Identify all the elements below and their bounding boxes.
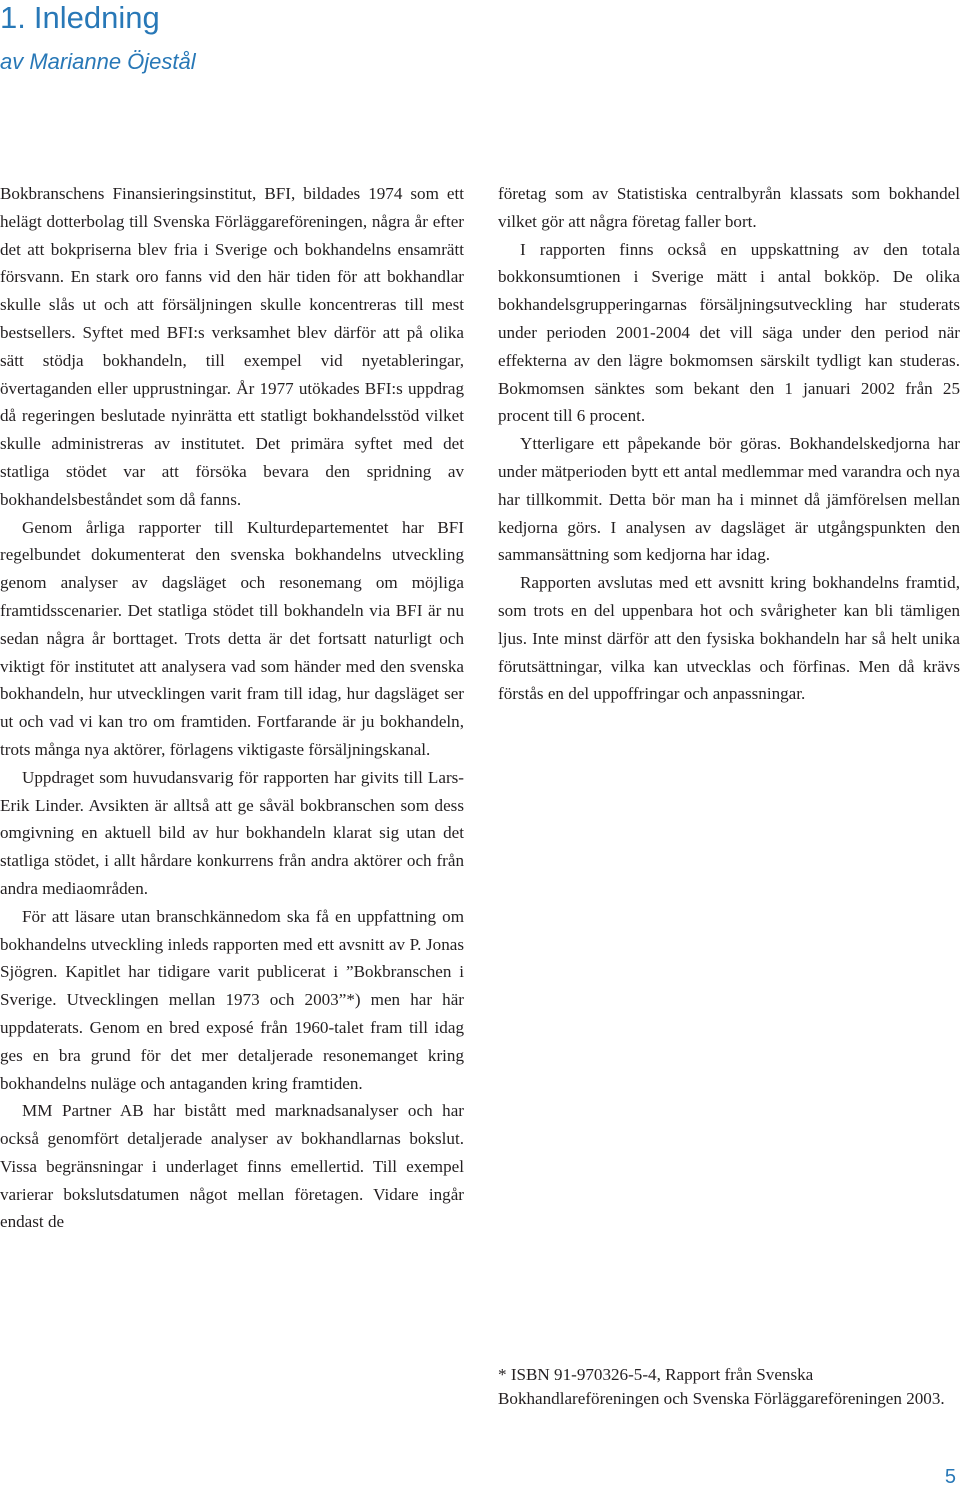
paragraph: Rapporten avslutas med ett avsnitt kring bokhandelns framtid, som trots en del uppenbara hot och svårigheter kan bli tämligen ljus. Inte minst därför att den fysiska bokhandeln har så helt unika förutsättningar, vilka kan utvecklas och förfinas. Men då krävs förstås en del uppoffringar och anpassningar. — [498, 573, 960, 704]
right-text-column — [498, 180, 960, 708]
paragraph: Uppdraget som huvudansvarig för rapporten har givits till Lars-Erik Linder. Avsikten är alltså att ge såväl bokbranschen som dess omgivning en aktuell bild av hur bokhandeln klarat sig utan det statliga stödet, i allt hårdare konkurrens från andra aktörer och från andra mediaområden. — [0, 767, 464, 898]
paragraph: MM Partner AB har bistått med marknadsanalyser och har också genomfört detaljerade analyser av bokhandlarnas bokslut. Vissa begränsningar i underlaget finns emellertid. Till exempel varierar bokslutsdatumen något mellan företagen. Vidare ingår endast de — [0, 1101, 464, 1232]
page-number: 5 — [944, 1466, 956, 1488]
paragraph: Bokbranschens Finansieringsinstitut, BFI, bildades 1974 som ett helägt dotterbolag till Svenska Förläggareföreningen, några år efter det att bokpriserna blev fria i Sverige och bokhandelns ensamrätt försvann. En stark oro fanns vid den här tiden för att bokhandlar skulle slås ut och att försäljningen skulle koncentreras till mest bestsellers. Syftet med BFI:s verksamhet blev därför att på olika sätt stödja bokhandeln, till exempel vid nyetableringar, övertaganden eller upprustningar. År 1977 utökades BFI:s uppdrag då regeringen beslutade nyinrätta ett statligt bokhandelsstöd vilket skulle administreras av institutet. Det primära syftet med det statliga stödet var att försöka bevara den spridning av bokhandelsbeståndet som då fanns. — [0, 184, 464, 509]
paragraph: företag som av Statistiska centralbyrån klassats som bokhandel vilket gör att några företag faller bort. — [498, 184, 960, 231]
paragraph: För att läsare utan branschkännedom ska få en uppfattning om bokhandelns utveckling inleds rapporten med ett avsnitt av P. Jonas Sjögren. Kapitlet har tidigare varit publicerat i ”Bokbranschen i Sverige. Utvecklingen mellan 1973 och 2003”*) men har här uppdaterats. Genom en bred exposé från 1960-talet fram till idag ges en bra grund för det mer detaljerade resonemanget kring bokhandelns nuläge och antaganden kring framtiden. — [0, 906, 464, 1093]
chapter-heading — [0, 0, 160, 38]
paragraph: I rapporten finns också en uppskattning av den totala bokkonsumtionen i Sverige mätt i antal bokköp. De olika bokhandelsgrupperingarnas försäljningsutveckling har studerats under perioden 2001-2004 det vill säga under den period när effekterna av den lägre bokmomsen särskilt tydligt kan studeras. Bokmomsen sänktes som bekant den 1 januari 2002 från 25 procent till 6 procent. — [498, 239, 960, 426]
chapter-author: av Marianne Öjestål — [0, 49, 196, 74]
chapter-title: Inledning — [33, 0, 160, 35]
paragraph: Ytterligare ett påpekande bör göras. Bokhandelskedjorna har under mätperioden bytt ett antal medlemmar med varandra och nya har tillkommit. Detta bör man ha i minnet då jämförelsen mellan kedjorna görs. I analysen av dagsläget är utgångspunkten den sammansättning som kedjorna har idag. — [498, 434, 960, 565]
chapter-number: 1. — [0, 0, 26, 35]
footnote: * ISBN 91-970326-5-4, Rapport från Svenska Bokhandlareföreningen och Svenska Förläggareföreningen 2003. — [498, 1365, 945, 1408]
left-text-column — [0, 180, 464, 1236]
paragraph: Genom årliga rapporter till Kulturdepartementet har BFI regelbundet dokumenterat den svenska bokhandelns utveckling genom analyser av dagsläget och resonemang om möjliga framtidsscenarier. Det statliga stödet till bokhandeln via BFI är nu sedan några år borttaget. Trots detta är det fortsatt naturligt och viktigt för institutet att analysera vad som händer med den svenska bokhandeln, hur utvecklingen varit fram till idag, hur dagsläget ser ut och vad vi kan tro om framtiden. Fortfarande är ju bokhandeln, trots många nya aktörer, förlagens viktigaste försäljningskanal. — [0, 517, 464, 759]
